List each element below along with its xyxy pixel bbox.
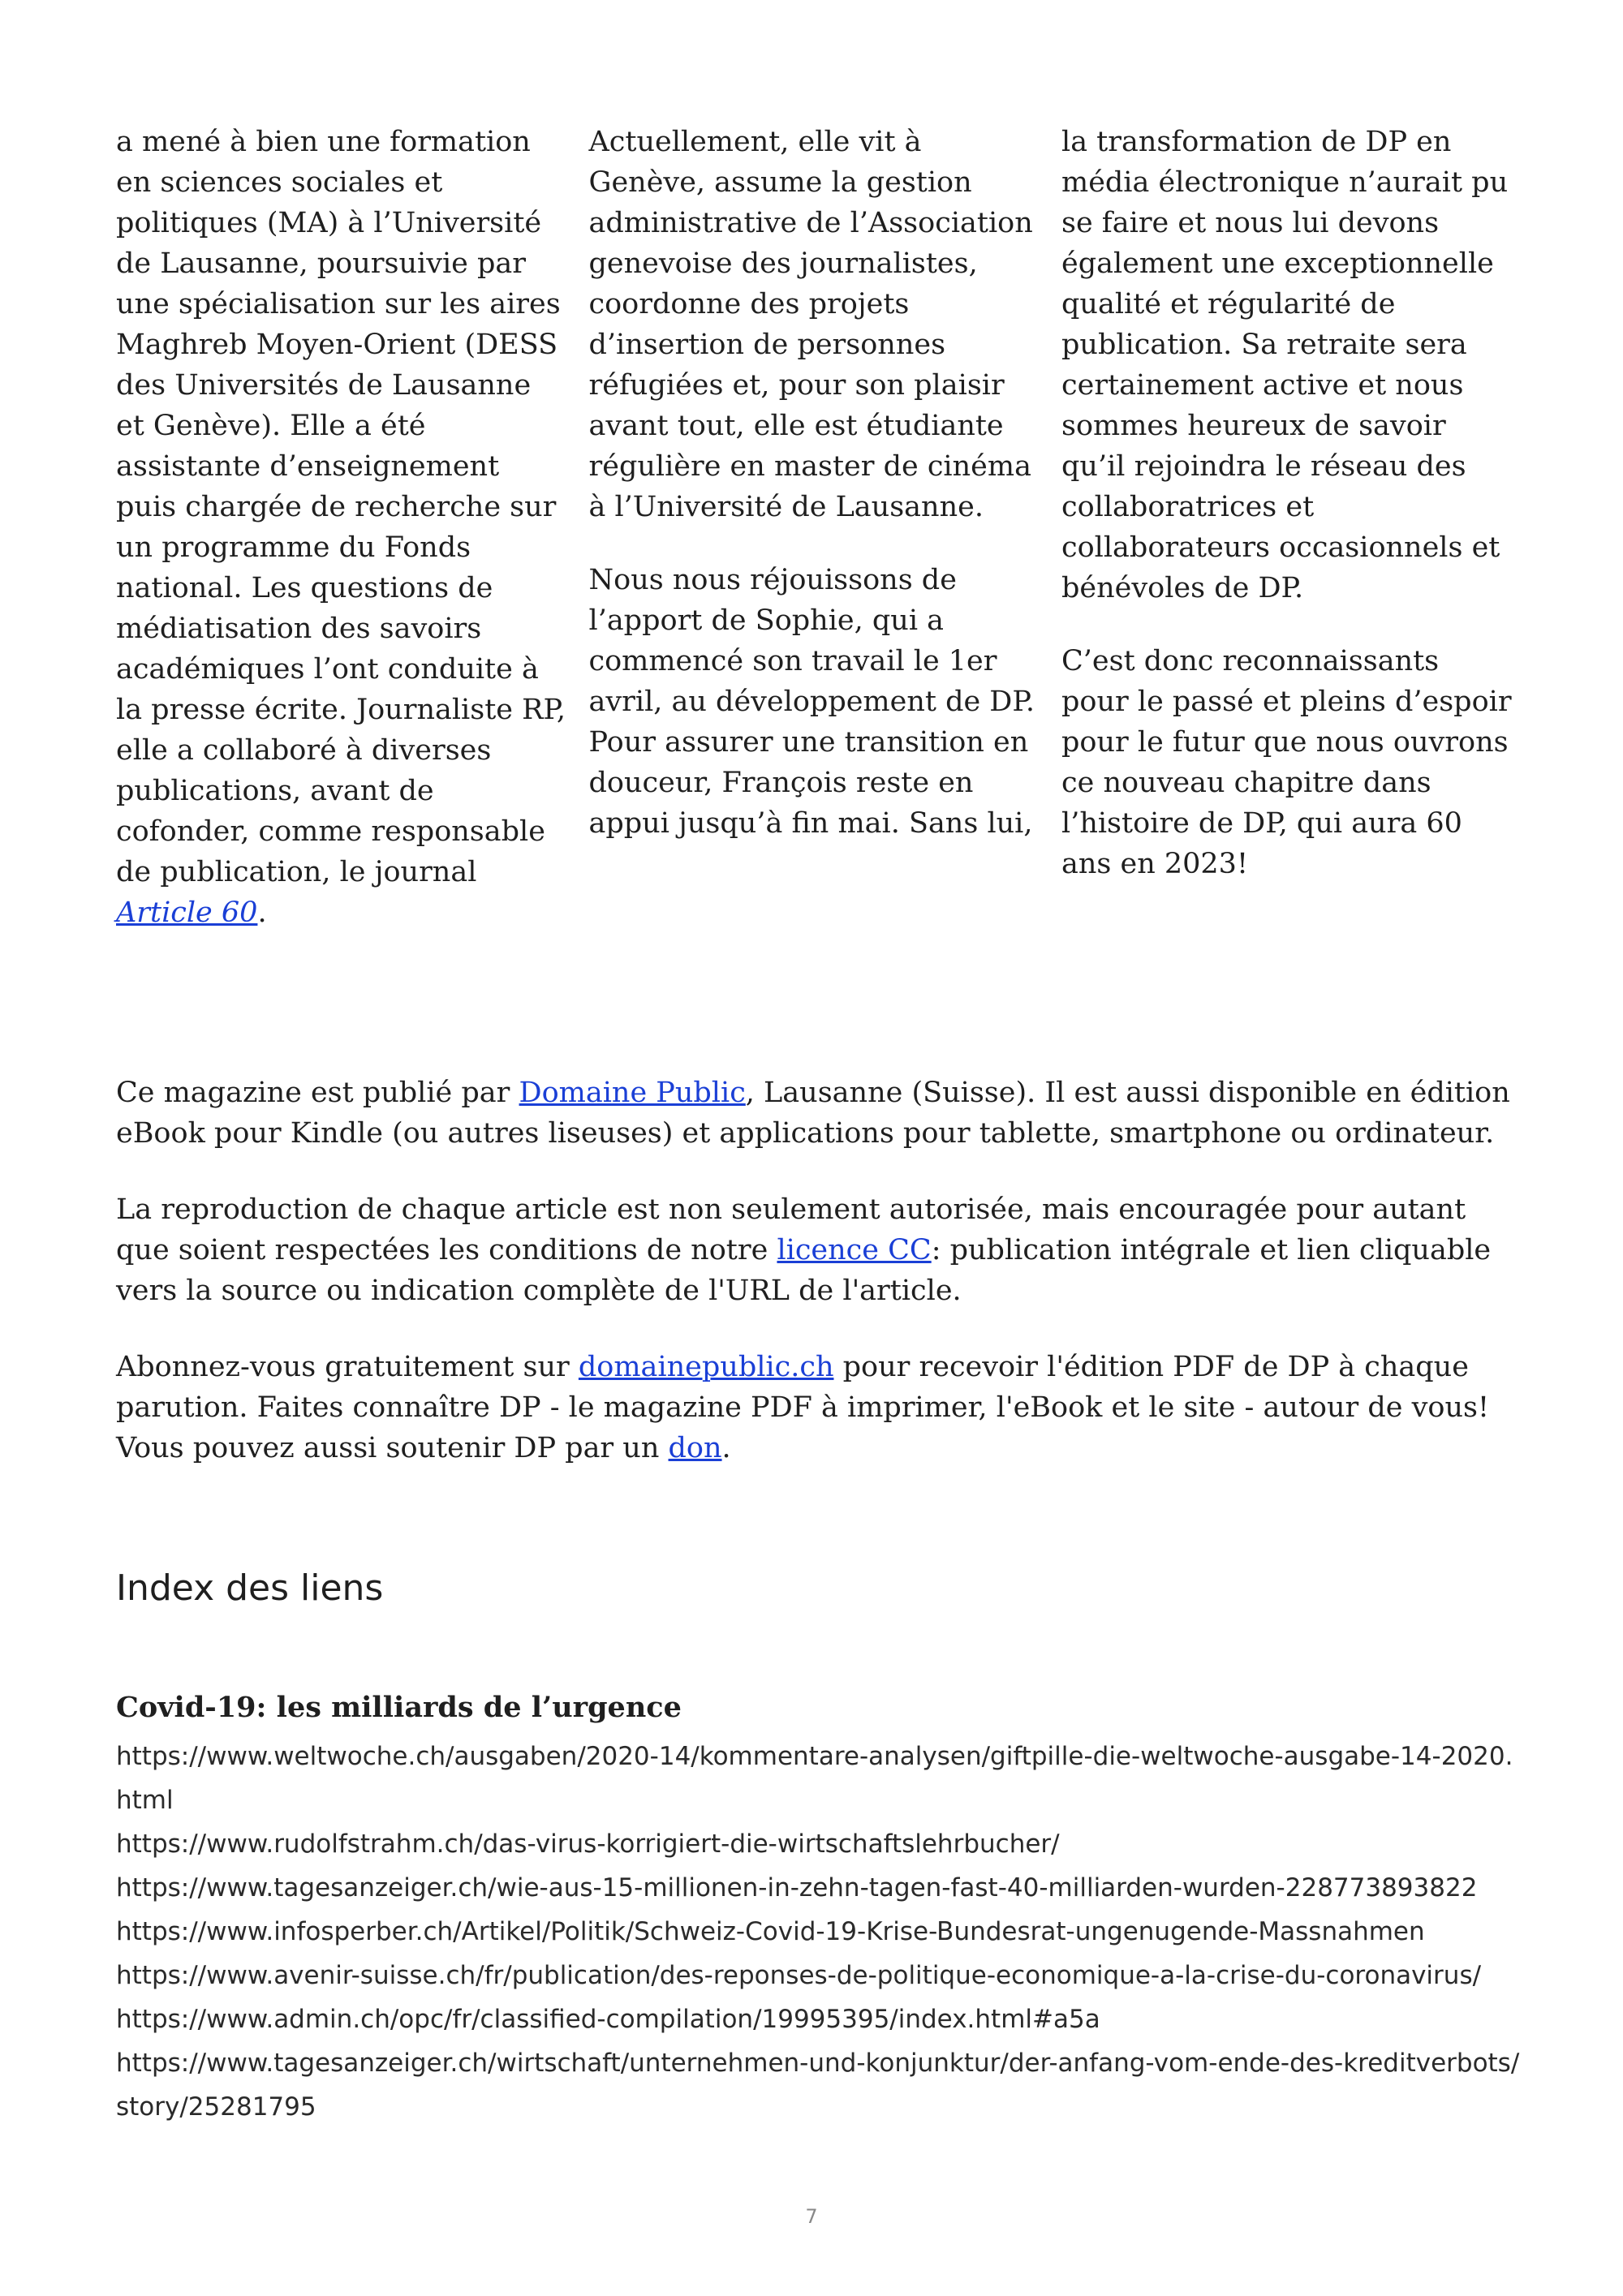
column-2-paragraph-1: Actuellement, elle vit à Genève, assume la gestion administrative de l’Association genevoise des journalistes, coordonne des projets d’insertion de personnes réfugiées et, pour son plaisir avant tout, elle est étudiante régulière en master de cinéma à l’Université de Lausanne. <box>588 126 1033 523</box>
index-section-title: Covid-19: les milliards de l’urgence <box>116 1691 682 1724</box>
notice-paragraph-2: La reproduction de chaque article est non seulement autorisée, mais encouragée pour autant que soient respectées les conditions de notre licence CC: publication intégrale et lien cliquable vers la source ou indication complète de l'URL de l'article. <box>116 1193 1492 1307</box>
link-item[interactable]: https://www.avenir-suisse.ch/fr/publication/des-reponses-de-politique-economique-a-la-crise-du-coronavirus/ <box>116 1961 1482 1990</box>
domaine-public-link[interactable]: Domaine Public <box>519 1077 746 1109</box>
column-1 <box>116 122 566 933</box>
article-60-link[interactable]: Article 60 <box>116 896 258 929</box>
link-item[interactable]: https://www.weltwoche.ch/ausgaben/2020-14/kommentare-analysen/giftpille-die-weltwoche-ausgabe-14-2020.html <box>116 1742 1513 1815</box>
link-item[interactable]: https://www.tagesanzeiger.ch/wie-aus-15-millionen-in-zehn-tagen-fast-40-milliarden-wurden-228773893822 <box>116 1873 1478 1903</box>
link-item[interactable]: https://www.rudolfstrahm.ch/das-virus-korrigiert-die-wirtschaftslehrbucher/ <box>116 1829 1060 1859</box>
page-number: 7 <box>805 2205 818 2228</box>
article-columns <box>116 122 1512 933</box>
column-2-paragraph-2: Nous nous réjouissons de l’apport de Sophie, qui a commencé son travail le 1er avril, au développement de DP. Pour assurer une transition en douceur, François reste en appui jusqu’à fin mai. Sans lui, <box>588 564 1035 840</box>
domainepublic-link[interactable]: domainepublic.ch <box>578 1351 834 1383</box>
column-2 <box>589 122 1040 933</box>
notice-paragraph-3: Abonnez-vous gratuitement sur domainepublic.ch pour recevoir l'édition PDF de DP à chaque parution. Faites connaître DP - le magazine PDF à imprimer, l'eBook et le site - autour de vous! Vous pouvez aussi soutenir DP par un don. <box>116 1351 1490 1464</box>
link-item[interactable]: https://www.infosperber.ch/Artikel/Politik/Schweiz-Covid-19-Krise-Bundesrat-ungenugende-Massnahmen <box>116 1917 1425 1946</box>
don-link[interactable]: don <box>668 1432 722 1464</box>
link-item[interactable]: https://www.tagesanzeiger.ch/wirtschaft/unternehmen-und-konjunktur/der-anfang-vom-ende-des-kreditverbots/story/25281795 <box>116 2049 1520 2122</box>
column-3-paragraph-2: C’est donc reconnaissants pour le passé et pleins d’espoir pour le futur que nous ouvrons ce nouveau chapitre dans l’histoire de DP, qui aura 60 ans en 2023! <box>1061 645 1512 880</box>
link-list <box>116 1735 1520 2129</box>
column-3-paragraph-1: la transformation de DP en média électronique n’aurait pu se faire et nous lui devons également une exceptionnelle qualité et régularité de publication. Sa retraite sera certainement active et nous sommes heureux de savoir qu’il rejoindra le réseau des collaboratrices et collaborateurs occasionnels et bénévoles de DP. <box>1061 126 1509 604</box>
column-1-paragraph: a mené à bien une formation en sciences sociales et politiques (MA) à l’Université de Lausanne, poursuivie par une spécialisation sur les aires Maghreb Moyen-Orient (DESS des Universités de Lausanne et Genève). Elle a été assistante d’enseignement puis chargée de recherche sur un programme du Fonds national. Les questions de médiatisation des savoirs académiques l’ont conduite à la presse écrite. Journaliste RP, elle a collaboré à diverses publications, avant de cofonder, comme responsable de publication, le journal Article 60. <box>116 126 566 929</box>
link-item[interactable]: https://www.admin.ch/opc/fr/classified-compilation/19995395/index.html#a5a <box>116 2005 1100 2034</box>
index-title: Index des liens <box>116 1567 384 1609</box>
licence-cc-link[interactable]: licence CC <box>777 1234 932 1266</box>
index-section <box>116 1688 1520 2129</box>
notice-paragraph-1: Ce magazine est publié par Domaine Public, Lausanne (Suisse). Il est aussi disponible en édition eBook pour Kindle (ou autres liseuses) et applications pour tablette, smartphone ou ordinateur. <box>116 1077 1510 1150</box>
publication-notice <box>116 1073 1520 1504</box>
column-3 <box>1061 122 1512 933</box>
